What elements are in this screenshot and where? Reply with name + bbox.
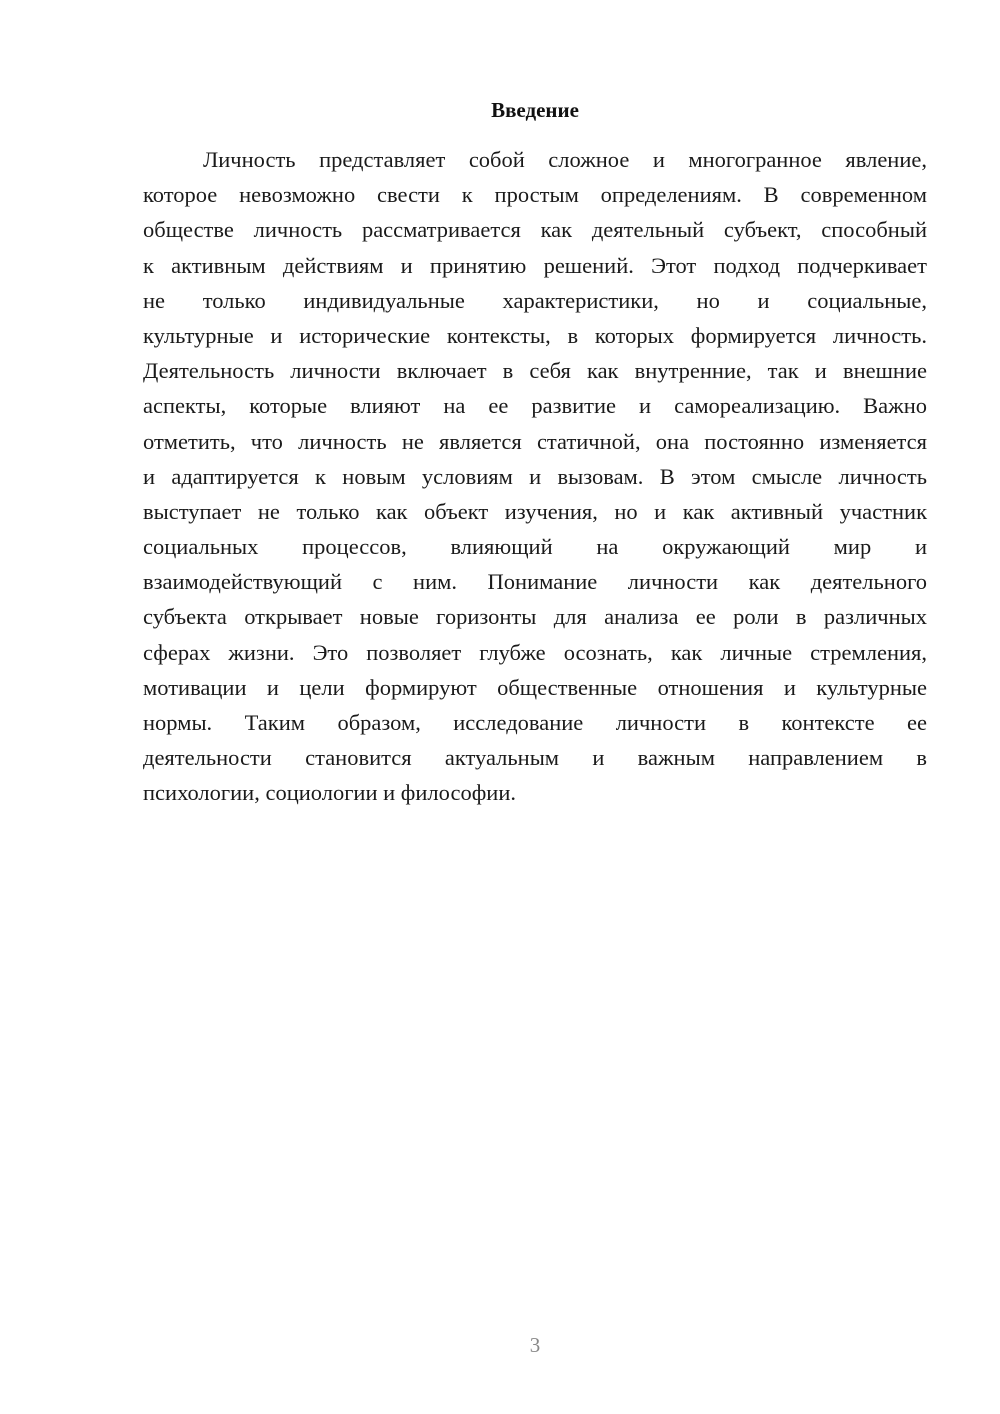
paragraph-line: взаимодействующий с ним. Понимание личности как деятельного xyxy=(143,569,927,595)
paragraph-line: мотивации и цели формируют общественные отношения и культурные xyxy=(143,674,927,700)
paragraph-line: субъекта открывает новые горизонты для анализа ее роли в различных xyxy=(143,604,927,630)
paragraph-line: отметить, что личность не является статичной, она постоянно изменяется xyxy=(143,428,927,454)
paragraph-line: не только индивидуальные характеристики, но и социальные, xyxy=(143,287,927,313)
paragraph-line: к активным действиям и принятию решений. Этот подход подчеркивает xyxy=(143,252,927,278)
page-number: 3 xyxy=(529,1333,541,1357)
paragraph-line: Личность представляет собой сложное и многогранное явление, xyxy=(203,147,927,172)
paragraph-line: обществе личность рассматривается как деятельный субъект, способный xyxy=(143,217,927,243)
paragraph-line: и адаптируется к новым условиям и вызовам. В этом смысле личность xyxy=(143,463,927,489)
paragraph-line: аспекты, которые влияют на ее развитие и самореализацию. Важно xyxy=(143,393,927,419)
paragraph-line: выступает не только как объект изучения, но и как активный участник xyxy=(143,498,927,524)
paragraph-line: деятельности становится актуальным и важным направлением в xyxy=(143,745,927,771)
body-paragraph xyxy=(143,142,927,811)
paragraph-line: культурные и исторические контексты, в которых формируется личность. xyxy=(143,322,927,348)
paragraph-line: нормы. Таким образом, исследование личности в контексте ее xyxy=(143,710,927,735)
paragraph-line: Деятельность личности включает в себя как внутренние, так и внешние xyxy=(143,358,927,384)
paragraph-line: социальных процессов, влияющий на окружающий мир и xyxy=(143,534,927,560)
paragraph-line: сферах жизни. Это позволяет глубже осознать, как личные стремления, xyxy=(143,639,927,665)
page-title: Введение xyxy=(491,98,579,122)
paragraph-line: которое невозможно свести к простым определениям. В современном xyxy=(143,182,927,208)
paragraph-line: психологии, социологии и философии. xyxy=(143,780,516,806)
